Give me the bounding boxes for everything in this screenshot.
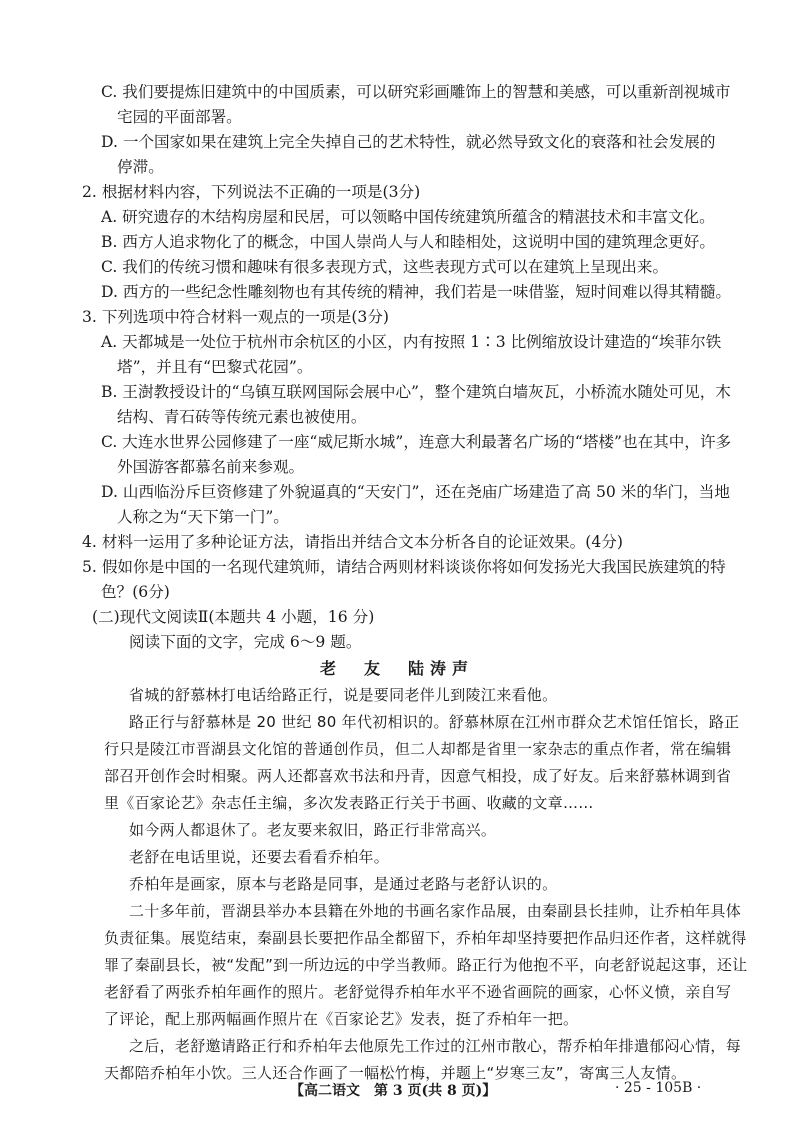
text-line: 4. 材料一运用了多种论证方法，请指出并结合文本分析各自的论证效果。(4分) (82, 533, 623, 551)
text-line: 停滞。 (117, 158, 164, 176)
text-line: 省城的舒慕林打电话给路正行，说是要同老伴儿到陵江来看他。 (129, 686, 558, 704)
text-line: A. 天都城是一处位于杭州市余杭区的小区，内有按照 1∶3 比例缩放设计建造的“埃菲尔铁 (101, 333, 722, 351)
text-line: (二)现代文阅读Ⅱ(本题共 4 小题，16 分) (92, 608, 375, 626)
text-line: 部召开创作会时相聚。两人还都喜欢书法和丹青，因意气相投，成了好友。后来舒慕林调到省 (104, 767, 732, 785)
text-line: B. 西方人追求物化了的概念，中国人崇尚人与人和睦相处，这说明中国的建筑理念更好。 (101, 233, 715, 251)
text-line: B. 王澍教授设计的“乌镇互联网国际会展中心”，整个建筑白墙灰瓦，小桥流水随处可见，木 (101, 383, 731, 401)
text-line: 宅园的平面部署。 (117, 108, 242, 126)
text-line: 人称之为“天下第一门”。 (117, 508, 289, 526)
text-line: 2. 根据材料内容，下列说法不正确的一项是(3分) (82, 183, 421, 201)
text-line: 结构、青石砖等传统元素也被使用。 (117, 408, 367, 426)
text-line: 里《百家论艺》杂志任主编，多次发表路正行关于书画、收藏的文章…… (104, 794, 594, 812)
text-line: 天都陪乔柏年小饮。三人还合作画了一幅松竹梅，并题上“岁寒三友”，寄寓三人友情。 (104, 1064, 687, 1082)
text-line: 乔柏年是画家，原本与老路是同事，是通过老路与老舒认识的。 (129, 875, 558, 893)
text-line: 之后，老舒邀请路正行和乔柏年去他原先工作过的江州市散心，帮乔柏年排遣郁闷心情，每 (129, 1037, 742, 1055)
text-line: C. 我们要提炼旧建筑中的中国质素，可以研究彩画雕饰上的智慧和美感，可以重新剖视城市 (101, 83, 731, 101)
text-line: 3. 下列选项中符合材料一观点的一项是(3分) (82, 308, 390, 326)
footer-code: · 25 - 105B · (615, 1080, 702, 1096)
text-line: A. 研究遗存的木结构房屋和民居，可以领略中国传统建筑所蕴含的精湛技术和丰富文化。 (101, 208, 715, 226)
text-line: D. 一个国家如果在建筑上完全失掉自己的艺术特性，就必然导致文化的衰落和社会发展的 (101, 133, 716, 151)
text-line: 二十多年前，晋湖县举办本县籍在外地的书画名家作品展，由秦副县长挂帅，让乔柏年具体 (129, 902, 742, 920)
text-line: 了评论，配上那两幅画作照片在《百家论艺》发表，挺了乔柏年一把。 (104, 1010, 579, 1028)
text-line: C. 大连水世界公园修建了一座“威尼斯水城”，连意大利最著名广场的“塔楼”也在其中，许多 (101, 433, 732, 451)
story-title: 老 友 陆涛声 (319, 659, 474, 678)
text-line: 路正行与舒慕林是 20 世纪 80 年代初相识的。舒慕林原在江州市群众艺术馆任馆长，路正 (129, 713, 740, 731)
text-line: 老舒在电话里说，还要去看看乔柏年。 (129, 848, 390, 866)
text-line: 塔”，并且有“巴黎式花园”。 (117, 358, 313, 376)
text-line: 外国游客都慕名前来参观。 (117, 458, 305, 476)
footer-page-info: 【高二语文 第 3 页(共 8 页)】 (290, 1083, 497, 1099)
text-line: 色？(6分) (101, 583, 170, 601)
text-line: 老舒看了两张乔柏年画作的照片。老舒觉得乔柏年水平不逊省画院的画家，心怀义愤，亲自写 (104, 983, 732, 1001)
text-line: 行只是陵江市晋湖县文化馆的普通创作员，但二人却都是省里一家杂志的重点作者，常在编辑 (104, 740, 732, 758)
text-line: C. 我们的传统习惯和趣味有很多表现方式，这些表现方式可以在建筑上呈现出来。 (101, 258, 669, 276)
text-line: 如今两人都退休了。老友要来叙旧，路正行非常高兴。 (129, 821, 497, 839)
text-line: 阅读下面的文字，完成 6～9 题。 (129, 633, 362, 651)
text-line: D. 山西临汾斥巨资修建了外貌逼真的“天安门”，还在尧庙广场建造了高 50 米的华门，当地 (101, 483, 730, 501)
text-line: 罪了秦副县长，被“发配”到一所边远的中学当教师。路正行为他抱不平，向老舒说起这事，还让 (104, 956, 748, 974)
text-line: 负责征集。展览结束，秦副县长要把作品全都留下，乔柏年却坚持要把作品归还作者，这样就得 (104, 929, 747, 947)
text-line: 5. 假如你是中国的一名现代建筑师，请结合两则材料谈谈你将如何发扬光大我国民族建筑的特 (82, 558, 726, 576)
text-line: D. 西方的一些纪念性雕刻物也有其传统的精神，我们若是一味借鉴，短时间难以得其精髓。 (101, 283, 732, 301)
